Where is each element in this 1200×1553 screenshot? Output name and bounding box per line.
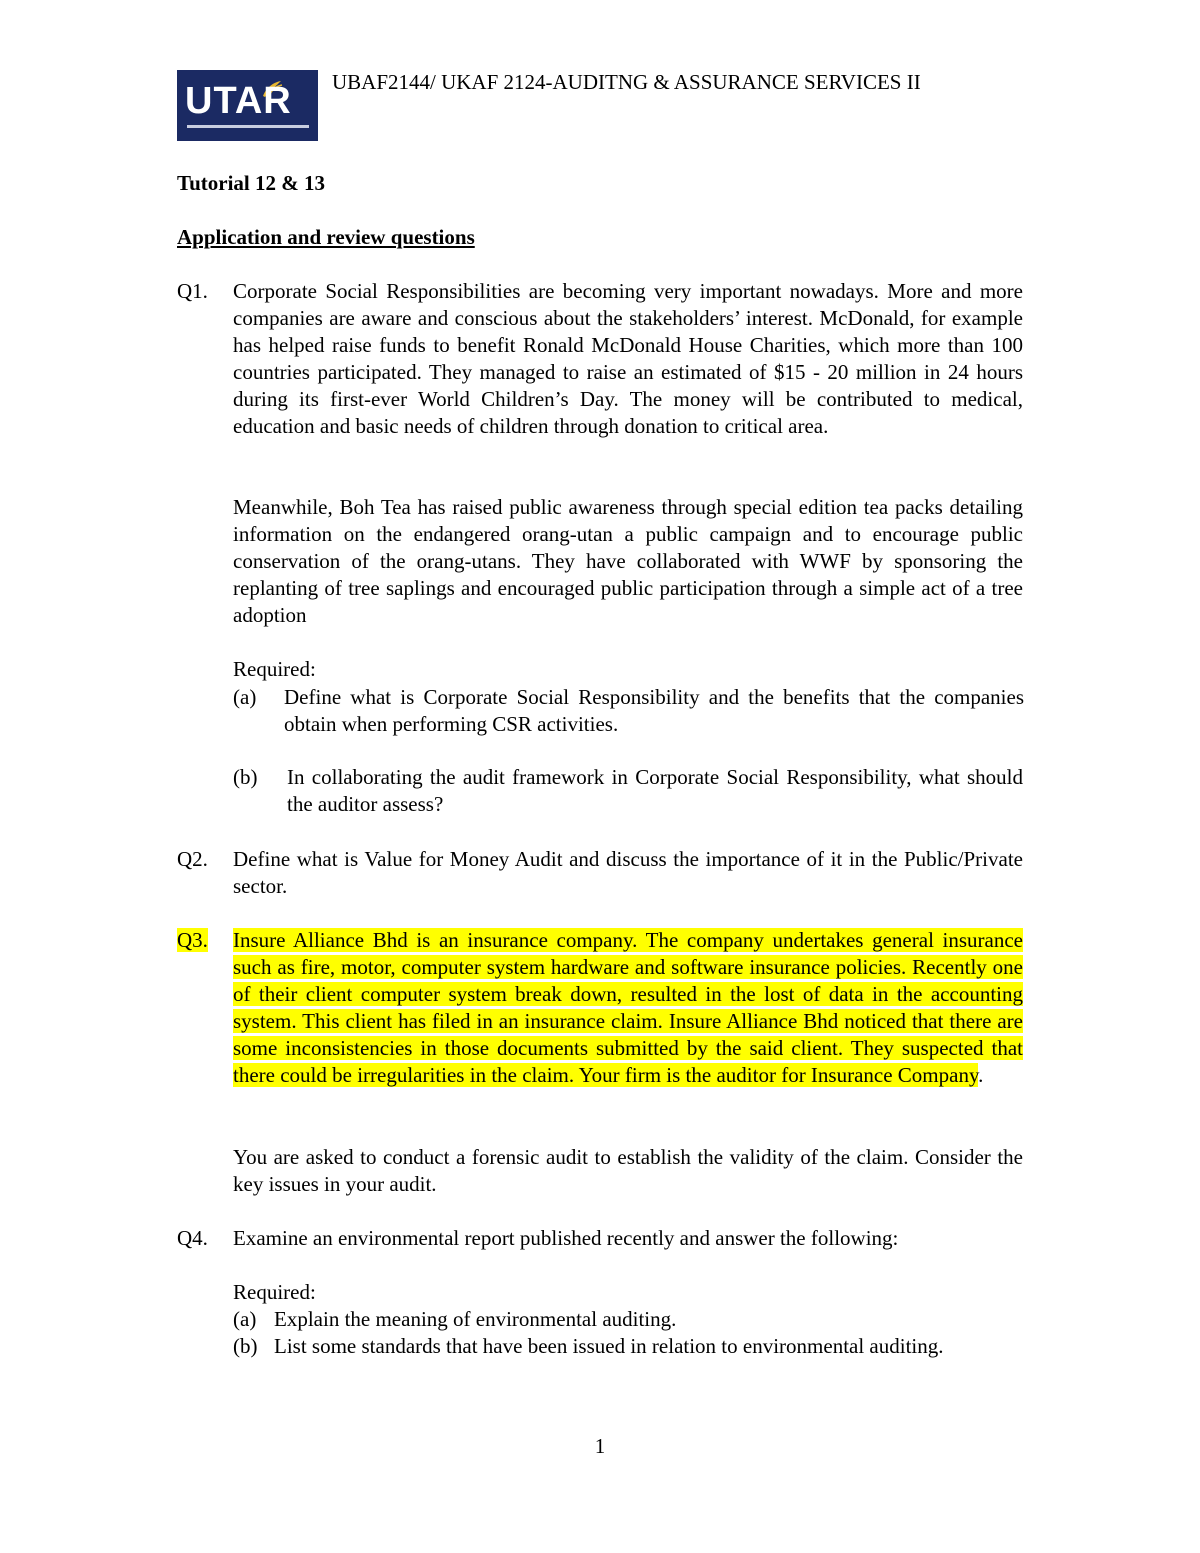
q3-text [233, 927, 1023, 1089]
q4-label: Q4. [177, 1226, 208, 1250]
q3-paragraph-2: You are asked to conduct a forensic audit to establish the validity of the claim. Consider the key issues in your audit. [233, 1145, 1023, 1196]
q4-a-label: (a) [233, 1307, 257, 1331]
q1-b-label: (b) [233, 765, 258, 789]
q3-label [177, 927, 208, 954]
q1-label: Q1. [177, 279, 208, 303]
q1-required: Required: [233, 657, 316, 681]
q1-paragraph-2: Meanwhile, Boh Tea has raised public awareness through special edition tea packs detailing information on the endangered orang-utan a public campaign and to encourage public conservation of the orang-utans. They have collaborated with WWF by sponsoring the replanting of tree saplings and encouraged public participation through a simple act of a tree adoption [233, 495, 1023, 627]
q1-a-label: (a) [233, 685, 257, 709]
q1-a-text-content: Define what is Corporate Social Responsibility and the benefits that the companies obtain when performing CSR activities. [284, 685, 1024, 736]
q4-b-text: List some standards that have been issued in relation to environmental auditing. [274, 1334, 944, 1358]
q1-b-text: In collaborating the audit framework in Corporate Social Responsibility, what should the auditor assess? [287, 765, 1023, 816]
q4-text: Examine an environmental report published recently and answer the following: [233, 1226, 899, 1250]
logo-subtitle-bar [187, 125, 309, 128]
q4-b-label: (b) [233, 1334, 258, 1358]
q3-text-end: . [978, 1063, 984, 1087]
page-number: 1 [594, 1434, 606, 1458]
utar-logo [177, 70, 318, 141]
course-title: UBAF2144/ UKAF 2124-AUDITNG & ASSURANCE SERVICES II [332, 70, 921, 94]
q3-label-highlight: Q3. [177, 928, 208, 952]
q2-text: Define what is Value for Money Audit and discuss the importance of it in the Public/Private sector. [233, 847, 1023, 898]
q3-text-highlight: Insure Alliance Bhd is an insurance company. The company undertakes general insurance such as fire, motor, computer system hardware and software insurance policies. Recently one of their client computer system break down, resulted in the lost of data in the accounting system. This client has filed in an insurance claim. Insure Alliance Bhd noticed that there are some inconsistencies in those documents submitted by the said client. They suspected that there could be irregularities in the claim. Your firm is the auditor for Insurance Company [233, 928, 1023, 1087]
q4-a-text: Explain the meaning of environmental auditing. [274, 1307, 677, 1331]
logo-wordmark: UTAR [185, 80, 292, 122]
q2-label: Q2. [177, 847, 208, 871]
section-heading: Application and review questions [177, 225, 475, 249]
tutorial-title: Tutorial 12 & 13 [177, 171, 325, 195]
q1-a-text [284, 684, 1024, 738]
q1-paragraph-1: Corporate Social Responsibilities are becoming very important nowadays. More and more companies are aware and conscious about the stakeholders’ interest. McDonald, for example has helped raise funds to benefit Ronald McDonald House Charities, which more than 100 countries participated. They managed to raise an estimated of $15 - 20 million in 24 hours during its first-ever World Children’s Day. The money will be contributed to medical, education and basic needs of children through donation to critical area. [233, 279, 1023, 438]
q4-required: Required: [233, 1280, 316, 1304]
